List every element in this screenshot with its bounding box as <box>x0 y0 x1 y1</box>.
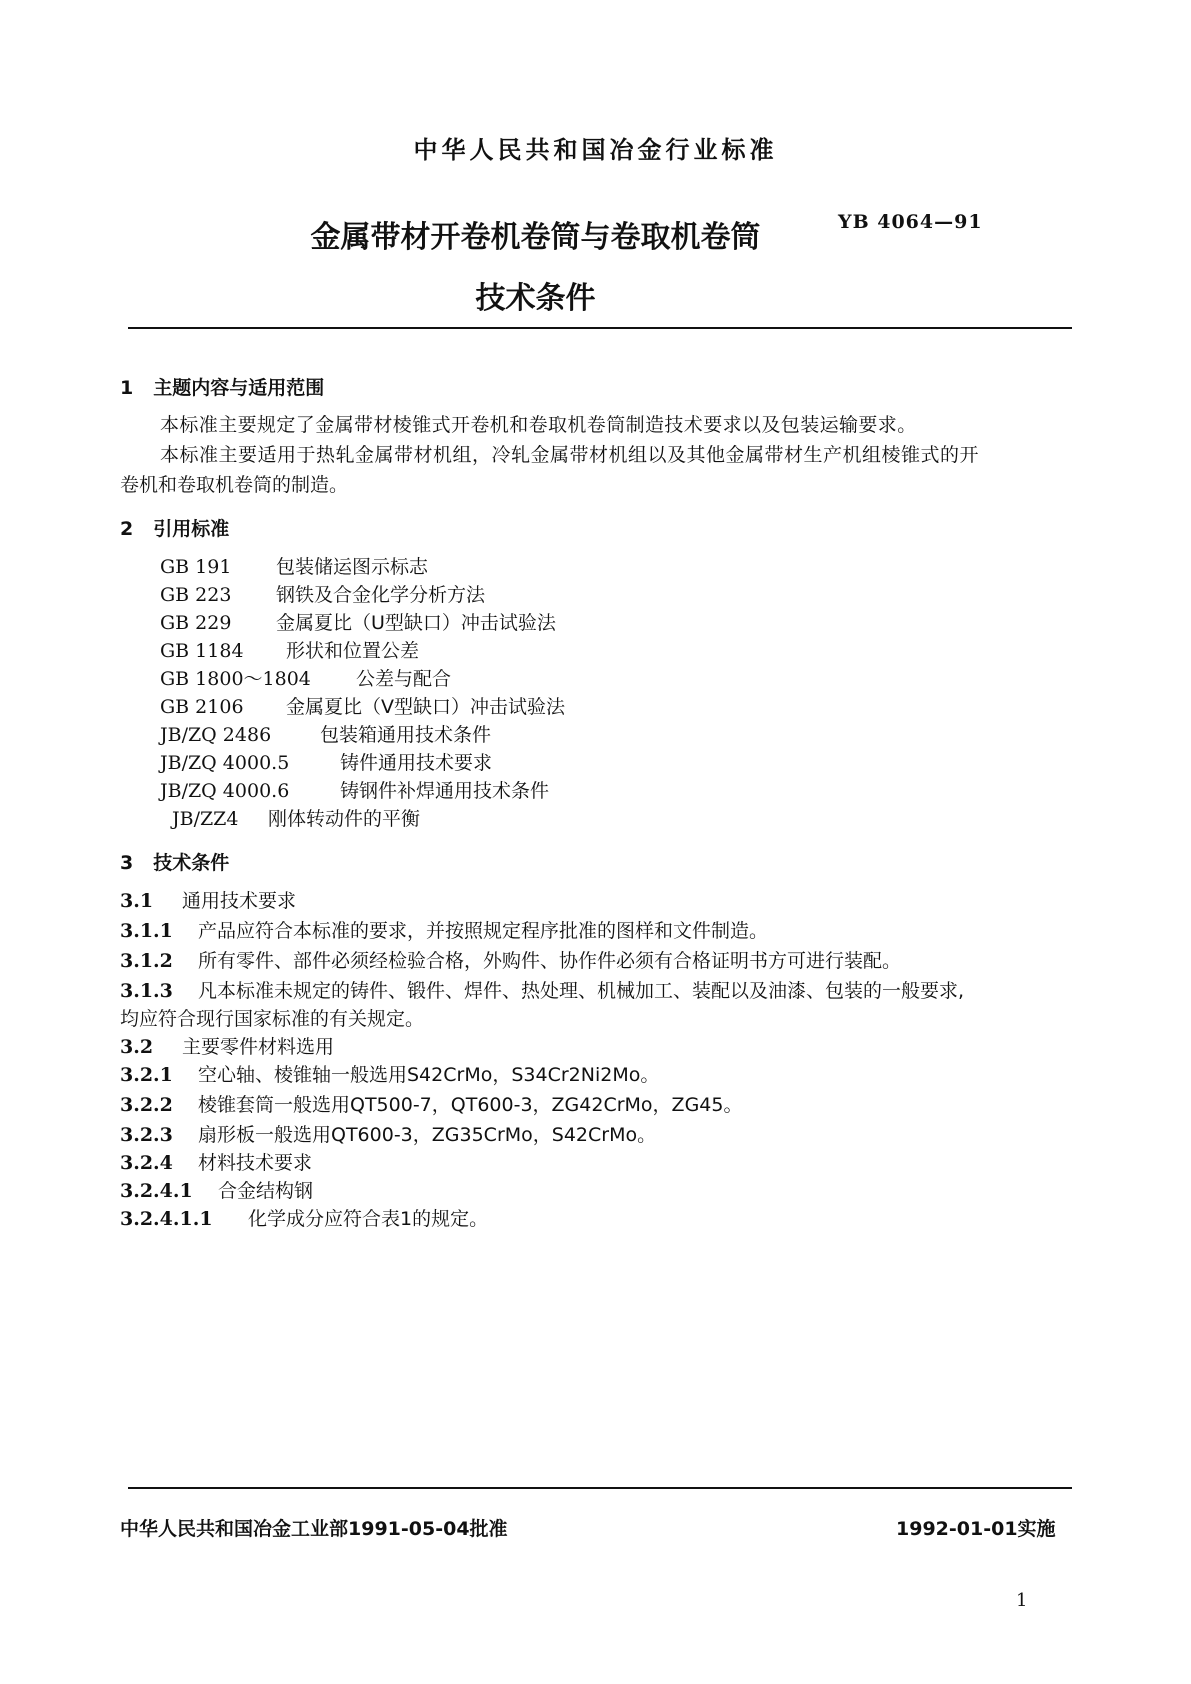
reference-title: 形状和位置公差 <box>286 640 420 662</box>
reference-item <box>172 804 420 831</box>
paragraph: 本标准主要规定了金属带材棱锥式开卷机和卷取机卷筒制造技术要求以及包装运输要求。 <box>160 414 917 436</box>
clause-text: 化学成分应符合表1的规定。 <box>248 1208 489 1230</box>
section-3-heading <box>120 848 229 875</box>
clause-3-1-1 <box>120 916 768 943</box>
footer-divider <box>128 1487 1072 1489</box>
reference-item <box>160 552 428 579</box>
clause-number: 3.2 <box>120 1036 154 1058</box>
clause-title: 通用技术要求 <box>182 890 297 912</box>
reference-item <box>160 580 485 607</box>
clause-text: 棱锥套筒一般选用QT500-7，QT600-3，ZG42CrMo，ZG45。 <box>198 1094 743 1116</box>
reference-item <box>160 720 491 747</box>
reference-item <box>160 748 492 775</box>
clause-number: 3.2.4.1 <box>120 1180 193 1202</box>
clause-number: 3.2.1 <box>120 1064 173 1086</box>
reference-item <box>160 664 451 691</box>
clause-text: 所有零件、部件必须经检验合格，外购件、协作件必须有合格证明书方可进行装配。 <box>198 950 902 972</box>
reference-code: GB 1800～1804 <box>160 668 311 690</box>
standard-number: YB 4064—91 <box>838 211 983 233</box>
clause-text: 凡本标准未规定的铸件、锻件、焊件、热处理、机械加工、装配以及油漆、包装的一般要求, <box>198 980 965 1002</box>
section-number: 1 <box>120 377 134 399</box>
reference-item <box>160 636 419 663</box>
reference-title: 钢铁及合金化学分析方法 <box>276 584 486 606</box>
reference-title: 铸件通用技术要求 <box>340 752 493 774</box>
clause-number: 3.1.2 <box>120 950 173 972</box>
clause-3-1-2 <box>120 946 901 973</box>
reference-title: 公差与配合 <box>356 668 452 690</box>
reference-code: GB 229 <box>160 612 232 634</box>
clause-text: 空心轴、棱锥轴一般选用S42CrMo，S34Cr2Ni2Mo。 <box>198 1064 660 1086</box>
clause-number: 3.1 <box>120 890 154 912</box>
clause-3-2-3 <box>120 1120 656 1147</box>
reference-title: 金属夏比（U型缺口）冲击试验法 <box>276 612 556 634</box>
section-2-heading <box>120 514 229 541</box>
clause-3-2-1 <box>120 1060 659 1087</box>
section-number: 3 <box>120 852 134 874</box>
clause-text-continued: 均应符合现行国家标准的有关规定。 <box>120 1008 425 1030</box>
clause-3-1-3 <box>120 976 964 1003</box>
clause-text: 材料技术要求 <box>198 1152 313 1174</box>
clause-number: 3.2.4.1.1 <box>120 1208 213 1230</box>
section-title: 引用标准 <box>153 518 230 540</box>
reference-code: JB/ZQ 4000.5 <box>160 752 290 774</box>
clause-3-1 <box>120 886 296 913</box>
reference-code: GB 2106 <box>160 696 244 718</box>
reference-code: GB 223 <box>160 584 232 606</box>
reference-code: JB/ZQ 4000.6 <box>160 780 290 802</box>
clause-3-2 <box>120 1032 334 1059</box>
clause-number: 3.2.3 <box>120 1124 173 1146</box>
reference-code: JB/ZQ 2486 <box>160 724 272 746</box>
section-1-heading <box>120 373 324 400</box>
clause-number: 3.2.2 <box>120 1094 173 1116</box>
reference-code: JB/ZZ4 <box>172 808 239 830</box>
reference-code: GB 191 <box>160 556 232 578</box>
reference-item <box>160 776 549 803</box>
section-number: 2 <box>120 518 134 540</box>
clause-text: 扇形板一般选用QT600-3，ZG35CrMo，S42CrMo。 <box>198 1124 657 1146</box>
document-title-line1: 金属带材开卷机卷筒与卷取机卷筒 <box>310 220 761 255</box>
reference-title: 铸钢件补焊通用技术条件 <box>340 780 550 802</box>
issuing-organization: 中华人民共和国冶金行业标准 <box>413 136 778 164</box>
clause-3-2-2 <box>120 1090 742 1117</box>
clause-3-2-4-1-1 <box>120 1204 488 1231</box>
document-title-line2: 技术条件 <box>475 281 596 316</box>
clause-3-2-4 <box>120 1148 312 1175</box>
reference-title: 包装箱通用技术条件 <box>320 724 492 746</box>
clause-3-2-4-1 <box>120 1176 313 1203</box>
effective-date: 1992-01-01实施 <box>896 1518 1056 1540</box>
paragraph: 卷机和卷取机卷筒的制造。 <box>120 474 349 496</box>
section-title: 技术条件 <box>153 852 230 874</box>
reference-code: GB 1184 <box>160 640 244 662</box>
reference-item <box>160 692 565 719</box>
clause-number: 3.1.1 <box>120 920 173 942</box>
section-title: 主题内容与适用范围 <box>153 377 325 399</box>
paragraph: 本标准主要适用于热轧金属带材机组，冷轧金属带材机组以及其他金属带材生产机组棱锥式的开 <box>160 444 980 466</box>
reference-title: 包装储运图示标志 <box>276 556 429 578</box>
reference-title: 刚体转动件的平衡 <box>268 808 421 830</box>
page-number: 1 <box>1016 1590 1028 1611</box>
reference-item <box>160 608 556 635</box>
reference-title: 金属夏比（V型缺口）冲击试验法 <box>286 696 565 718</box>
clause-text: 合金结构钢 <box>218 1180 314 1202</box>
clause-title: 主要零件材料选用 <box>182 1036 335 1058</box>
clause-number: 3.1.3 <box>120 980 173 1002</box>
header-divider <box>128 327 1072 329</box>
clause-number: 3.2.4 <box>120 1152 173 1174</box>
clause-text: 产品应符合本标准的要求，并按照规定程序批准的图样和文件制造。 <box>198 920 769 942</box>
approval-line: 中华人民共和国冶金工业部1991-05-04批准 <box>120 1518 508 1540</box>
